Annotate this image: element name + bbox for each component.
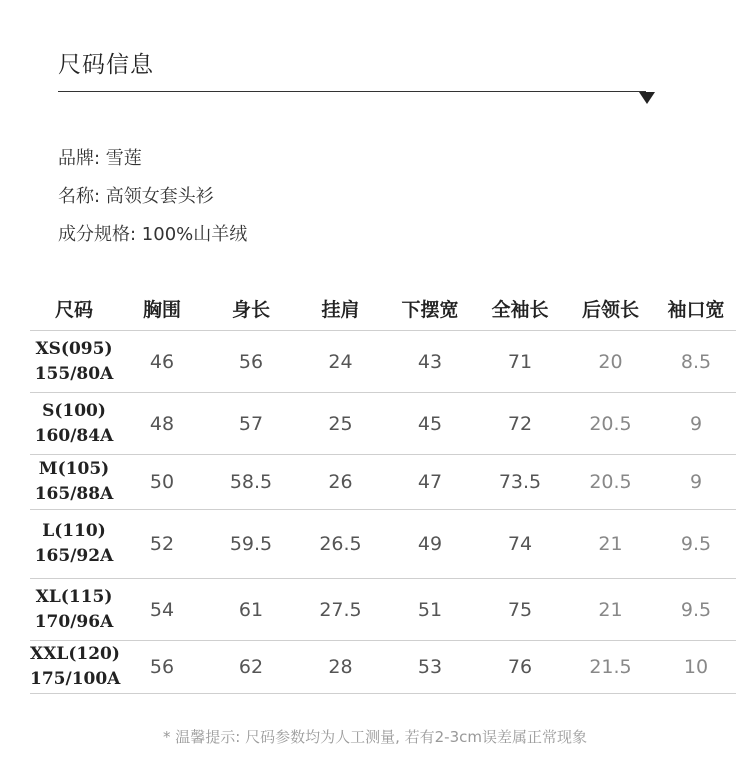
info-composition-value: 100%山羊绒 xyxy=(141,224,248,245)
size-fit: 165/92A xyxy=(34,546,114,566)
note-text: 温馨提示: 尺码参数均为人工测量, 若有2-3cm误差属正常现象 xyxy=(175,728,587,746)
triangle-marker-icon xyxy=(639,92,655,104)
armhole-cell: 26.5 xyxy=(296,510,385,579)
sleeve-cell: 76 xyxy=(475,641,565,694)
hem-cell: 45 xyxy=(385,393,475,455)
info-brand-value: 雪莲 xyxy=(105,148,142,169)
cuff-cell: 9.5 xyxy=(656,510,736,579)
size-table xyxy=(30,286,736,694)
collar-cell: 21 xyxy=(565,579,656,641)
cuff-cell: 8.5 xyxy=(656,331,736,393)
length-cell: 59.5 xyxy=(206,510,296,579)
collar-cell: 21.5 xyxy=(565,641,656,694)
length-cell: 62 xyxy=(206,641,296,694)
header-armhole: 挂肩 xyxy=(296,286,385,331)
header-cuff-width: 袖口宽 xyxy=(656,286,736,331)
size-cell xyxy=(30,641,121,694)
chest-cell: 52 xyxy=(118,510,206,579)
info-name xyxy=(58,182,214,208)
collar-cell: 21 xyxy=(565,510,656,579)
info-composition xyxy=(58,220,247,246)
table-row xyxy=(30,331,736,393)
cuff-cell: 9 xyxy=(656,393,736,455)
size-fit: 165/88A xyxy=(34,484,114,504)
table-row xyxy=(30,510,736,579)
chest-cell: 56 xyxy=(118,641,206,694)
chest-cell: 46 xyxy=(118,331,206,393)
page-title: 尺码信息 xyxy=(58,52,154,78)
header-size: 尺码 xyxy=(30,286,118,331)
cuff-cell: 9 xyxy=(656,455,736,510)
hem-cell: 43 xyxy=(385,331,475,393)
size-cell xyxy=(30,455,118,510)
info-name-value: 高领女套头衫 xyxy=(105,186,214,207)
info-name-label: 名称: xyxy=(58,186,106,207)
size-fit: 170/96A xyxy=(34,611,114,632)
info-brand xyxy=(58,144,142,170)
header-chest: 胸围 xyxy=(118,286,206,331)
sleeve-cell: 71 xyxy=(475,331,565,393)
size-code: XL(115) xyxy=(35,586,113,607)
table-header-row xyxy=(30,286,736,331)
table-row xyxy=(30,455,736,510)
armhole-cell: 27.5 xyxy=(296,579,385,641)
asterisk-mark: * xyxy=(163,728,176,746)
sleeve-cell: 74 xyxy=(475,510,565,579)
size-code: XXL(120) xyxy=(30,644,120,664)
length-cell: 61 xyxy=(206,579,296,641)
collar-cell: 20.5 xyxy=(565,393,656,455)
length-cell: 58.5 xyxy=(206,455,296,510)
size-fit: 160/84A xyxy=(34,425,114,446)
hem-cell: 47 xyxy=(385,455,475,510)
length-cell: 57 xyxy=(206,393,296,455)
sleeve-cell: 72 xyxy=(475,393,565,455)
size-cell xyxy=(30,510,118,579)
hem-cell: 49 xyxy=(385,510,475,579)
size-cell xyxy=(30,331,118,393)
size-code: S(100) xyxy=(42,400,106,421)
size-code: M(105) xyxy=(38,459,110,479)
info-brand-label: 品牌: xyxy=(58,148,106,169)
hem-cell: 51 xyxy=(385,579,475,641)
measurement-note xyxy=(0,726,750,747)
armhole-cell: 25 xyxy=(296,393,385,455)
title-divider xyxy=(58,91,646,92)
hem-cell: 53 xyxy=(385,641,475,694)
armhole-cell: 28 xyxy=(296,641,385,694)
sleeve-cell: 73.5 xyxy=(475,455,565,510)
chest-cell: 50 xyxy=(118,455,206,510)
size-cell xyxy=(30,579,118,641)
armhole-cell: 24 xyxy=(296,331,385,393)
size-cell xyxy=(30,393,118,455)
table-row xyxy=(30,641,736,694)
armhole-cell: 26 xyxy=(296,455,385,510)
header-hem-width: 下摆宽 xyxy=(385,286,475,331)
size-fit: 175/100A xyxy=(30,669,121,689)
size-code: L(110) xyxy=(42,521,106,541)
size-code: XS(095) xyxy=(35,338,113,359)
table-row xyxy=(30,393,736,455)
chest-cell: 48 xyxy=(118,393,206,455)
header-sleeve-length: 全袖长 xyxy=(475,286,565,331)
header-back-collar: 后领长 xyxy=(565,286,656,331)
collar-cell: 20 xyxy=(565,331,656,393)
info-composition-label: 成分规格: xyxy=(58,224,142,245)
chest-cell: 54 xyxy=(118,579,206,641)
collar-cell: 20.5 xyxy=(565,455,656,510)
sleeve-cell: 75 xyxy=(475,579,565,641)
table-row xyxy=(30,579,736,641)
length-cell: 56 xyxy=(206,331,296,393)
cuff-cell: 10 xyxy=(656,641,736,694)
size-fit: 155/80A xyxy=(34,363,114,384)
header-length: 身长 xyxy=(206,286,296,331)
cuff-cell: 9.5 xyxy=(656,579,736,641)
